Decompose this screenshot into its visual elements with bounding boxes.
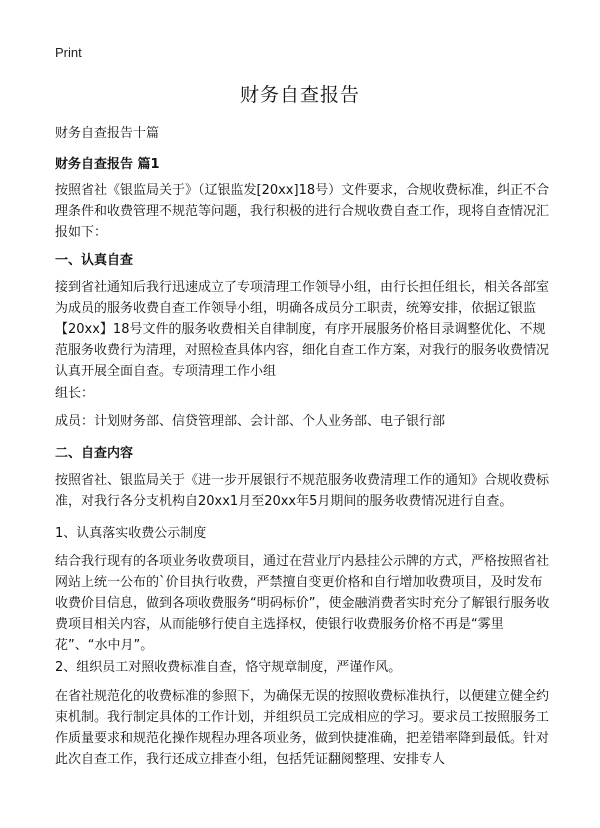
section-heading-2: 二、自查内容 bbox=[55, 446, 134, 461]
item-2-paragraph: 在省社规范化的收费标准的参照下，为确保无误的按照收费标准执行，以便建立健全约束机制。我行制定具体的工作计划，并组织员工完成相应的学习。要求员工按照服务工作质量要求和规范化操作规程办理各项业务，做到快捷准确，把差错率降到最低。针对此次自查工作，我行还成立排查小组，包括凭证翻阅整理、安排专人 bbox=[55, 689, 550, 767]
leader-line: 组长： bbox=[55, 386, 95, 401]
document-subtitle: 财务自查报告十篇 bbox=[55, 126, 160, 141]
item-1-paragraph: 结合我行现有的各项业务收费项目，通过在营业厅内悬挂公示牌的方式，严格按照省社网站上统一公布的`价目执行收费，严禁擅自变更价格和自行增加收费项目，及时发布收费价目信息，做到各项收费服务“明码标价”，使金融消费者实时充分了解银行服务收费项目相关内容，从而能够行使自主选择权，使银行收费服务价格不再是“雾里花”、“水中月”。 bbox=[55, 554, 550, 653]
document-title: 财务自查报告 bbox=[239, 84, 360, 106]
item-1-heading: 1、认真落实收费公示制度 bbox=[55, 526, 207, 541]
print-label[interactable]: Print bbox=[55, 45, 82, 60]
members-line: 成员：计划财务部、信贷管理部、会计部、个人业务部、电子银行部 bbox=[55, 414, 446, 429]
article-heading: 财务自查报告 篇1 bbox=[55, 157, 160, 172]
intro-paragraph: 按照省社《银监局关于》（辽银监发[20xx]18号）文件要求，合规收费标准，纠正不合理条件和收费管理不规范等问题，我行积极的进行合规收费自查工作，现将自查情况汇报如下： bbox=[55, 183, 550, 240]
section-1-paragraph: 接到省社通知后我行迅速成立了专项清理工作领导小组，由行长担任组长，相关各部室为成员的服务收费自查工作领导小组，明确各成员分工职责，统筹安排，依据辽银监【20xx】18号文件的服务收费相关自律制度，有序开展服务价格目录调整优化、不规范服务收费行为清理，对照检查具体内容，细化自查工作方案，对我行的服务收费情况认真开展全面自查。专项清理工作小组 bbox=[55, 280, 550, 379]
section-heading-1: 一、认真自查 bbox=[55, 253, 134, 268]
item-2-heading: 2、组织员工对照收费标准自查，恪守规章制度，严谨作风。 bbox=[55, 660, 402, 675]
section-2-paragraph: 按照省社、银监局关于《进一步开展银行不规范服务收费清理工作的通知》合规收费标准，对我行各分支机构自20xx1月至20xx年5月期间的服务收费情况进行自查。 bbox=[55, 473, 550, 509]
